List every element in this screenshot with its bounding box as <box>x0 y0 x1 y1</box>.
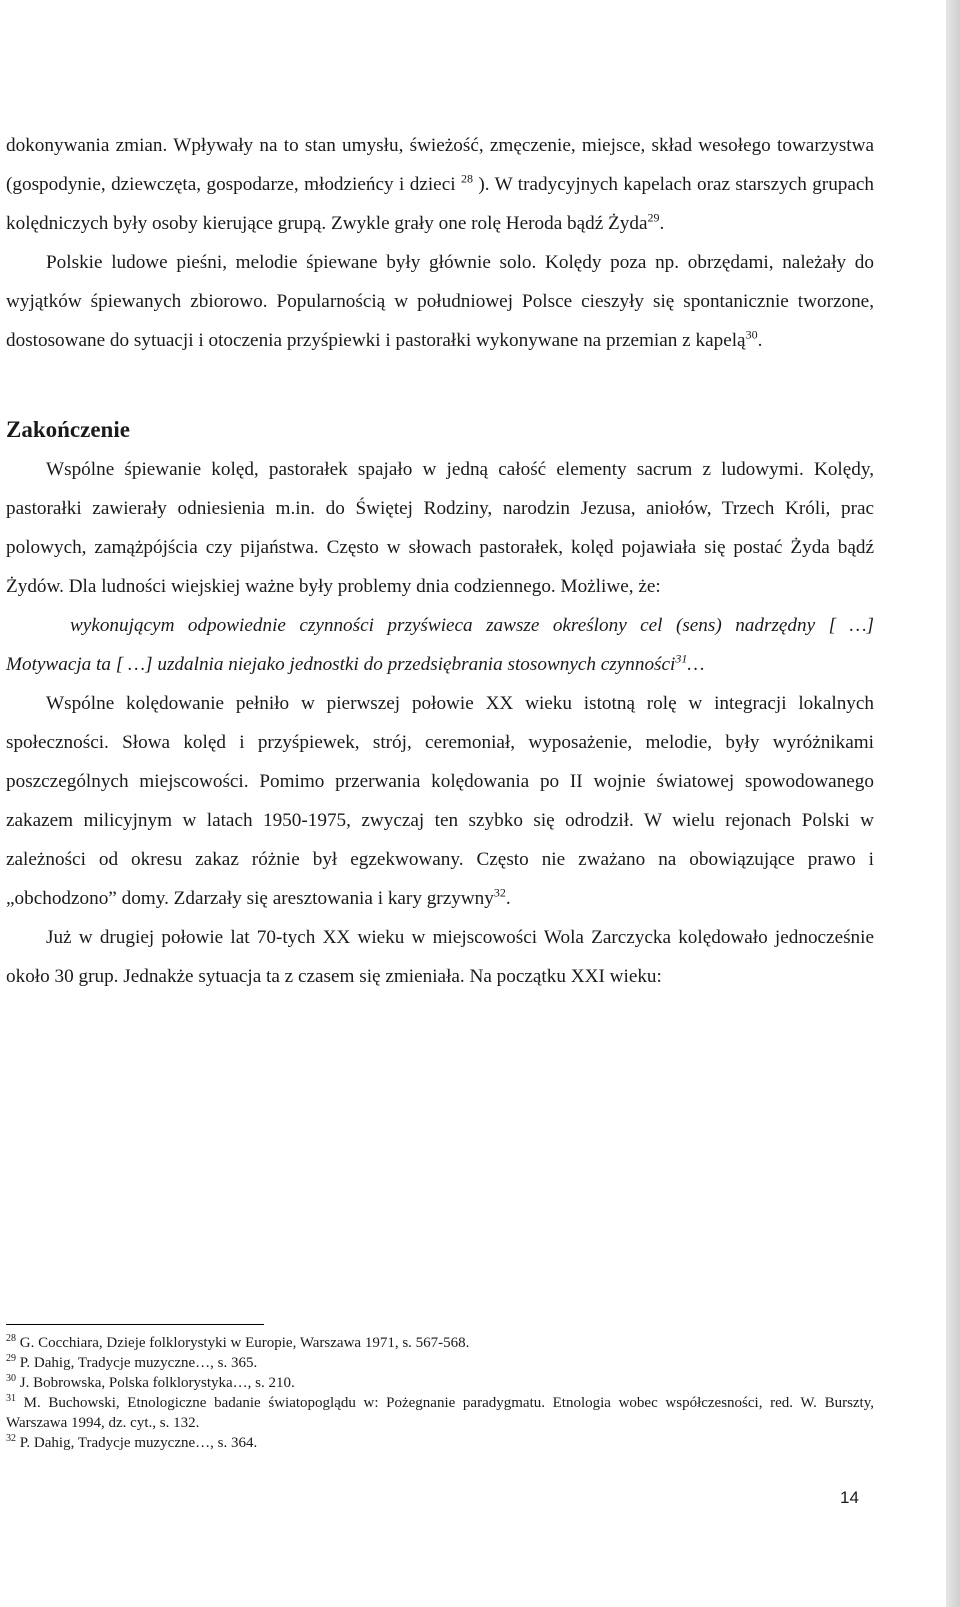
paragraph-2-lead: Polskie ludowe pieśni, melodie śpiewane były głównie solo. Kolędy poza np. obrzędami, należały do wyjątków śpiewanych zbiorowo. Popularnością w południowej Polsce cieszyły się spontanicznie tworzone, dostosowane do sytuacji i otoczenia przyśpiewki i pastorałki wykonywane na przemian z kapelą <box>6 252 874 351</box>
footnote-divider <box>6 1324 264 1325</box>
quote-text: wykonującym odpowiednie czynności przyświeca zawsze określony cel (sens) nadrzędny [ …] Motywacja ta [ …] uzdalnia niejako jednostki do przedsiębrania stosownych czynności <box>6 615 874 675</box>
paragraph-4-tail: . <box>505 888 511 909</box>
footnote-ref-30[interactable]: 30 <box>745 327 758 342</box>
paragraph-5: Już w drugiej połowie lat 70-tych XX wieku w miejscowości Wola Zarczycka kolędowało jednocześnie około 30 grup. Jednakże sytuacja ta z czasem się zmieniała. Na początku XXI wieku: <box>6 927 874 987</box>
footnote-30 <box>6 1373 874 1393</box>
paragraph-2 <box>6 243 874 360</box>
footnote-31 <box>6 1393 874 1433</box>
footnote-text: M. Buchowski, Etnologiczne badanie światopoglądu w: Pożegnanie paradygmatu. Etnologia wobec współczesności, red. W. Burszty, Warszawa 1994, dz. cyt., s. 132. <box>6 1395 875 1431</box>
paragraph-4-lead: Wspólne kolędowanie pełniło w pierwszej połowie XX wieku istotną rolę w integracji lokalnych społeczności. Słowa kolęd i przyśpiewek, strój, ceremoniał, wyposażenie, melodie, były wyróżnikami poszczególnych miejscowości. Pomimo przerwania kolędowania po II wojnie światowej spowodowanego zakazem milicyjnym w latach 1950-1975, zwyczaj ten szybko się odrodził. W wielu rejonach Polski w zależności od okresu zakaz różnie był egzekwowany. Często nie zważano na obowiązujące prawo i „obchodzono” domy. Zdarzały się aresztowania i kary grzywny <box>6 693 874 909</box>
footnote-number: 32 <box>6 1433 16 1444</box>
page-number: 14 <box>840 1488 859 1507</box>
footnote-ref-31[interactable]: 31 <box>675 651 688 666</box>
footnote-ref-32[interactable]: 32 <box>493 885 506 900</box>
footnote-text: J. Bobrowska, Polska folklorystyka…, s. 210. <box>19 1375 295 1391</box>
footnote-29 <box>6 1353 874 1373</box>
footnote-number: 30 <box>6 1373 16 1384</box>
block-quote <box>6 606 874 684</box>
footnote-28 <box>6 1333 874 1353</box>
paragraph-2-tail: . <box>757 330 763 351</box>
footnote-text: G. Cocchiara, Dzieje folklorystyki w Europie, Warszawa 1971, s. 567-568. <box>19 1335 470 1351</box>
footnote-text: P. Dahig, Tradycje muzyczne…, s. 364. <box>19 1435 258 1451</box>
paragraph-1-lead: dokonywania zmian. Wpływały na to stan umysłu, świeżość, zmęczenie, miejsce, skład wesołego towarzystwa (gospodynie, dziewczęta, gospodarze, młodzieńcy i dzieci <box>6 135 874 195</box>
footnote-number: 31 <box>6 1393 16 1404</box>
paragraph-3: Wspólne śpiewanie kolęd, pastorałek spajało w jedną całość elementy sacrum z ludowymi. Kolędy, pastorałki zawierały odniesienia m.in. do Świętej Rodziny, narodzin Jezusa, aniołów, Trzech Króli, prac polowych, zamążpójścia czy pijaństwa. Często w słowach pastorałek, kolęd pojawiała się postać Żyda bądź Żydów. Dla ludności wiejskiej ważne były problemy dnia codziennego. Możliwe, że: <box>6 459 874 597</box>
footnote-number: 28 <box>6 1333 16 1344</box>
footnote-ref-28[interactable]: 28 <box>460 171 473 186</box>
page-body <box>6 126 874 996</box>
quote-tail: … <box>687 654 705 675</box>
section-heading: Zakończenie <box>6 417 130 442</box>
paragraph-1 <box>6 126 874 243</box>
page-edge-shadow <box>946 0 960 1607</box>
footnote-text: P. Dahig, Tradycje muzyczne…, s. 365. <box>19 1355 258 1371</box>
paragraph-4 <box>6 684 874 918</box>
footnote-32 <box>6 1433 874 1453</box>
paragraph-1-mid: ). W tradycyjnych kapelach oraz starszych grupach kolędniczych były osoby kierujące grupą. Zwykle grały one rolę Heroda bądź Żyda <box>6 174 875 234</box>
footnotes <box>6 1324 874 1453</box>
footnote-number: 29 <box>6 1353 16 1364</box>
paragraph-1-tail: . <box>659 213 665 234</box>
footnote-ref-29[interactable]: 29 <box>647 210 660 225</box>
